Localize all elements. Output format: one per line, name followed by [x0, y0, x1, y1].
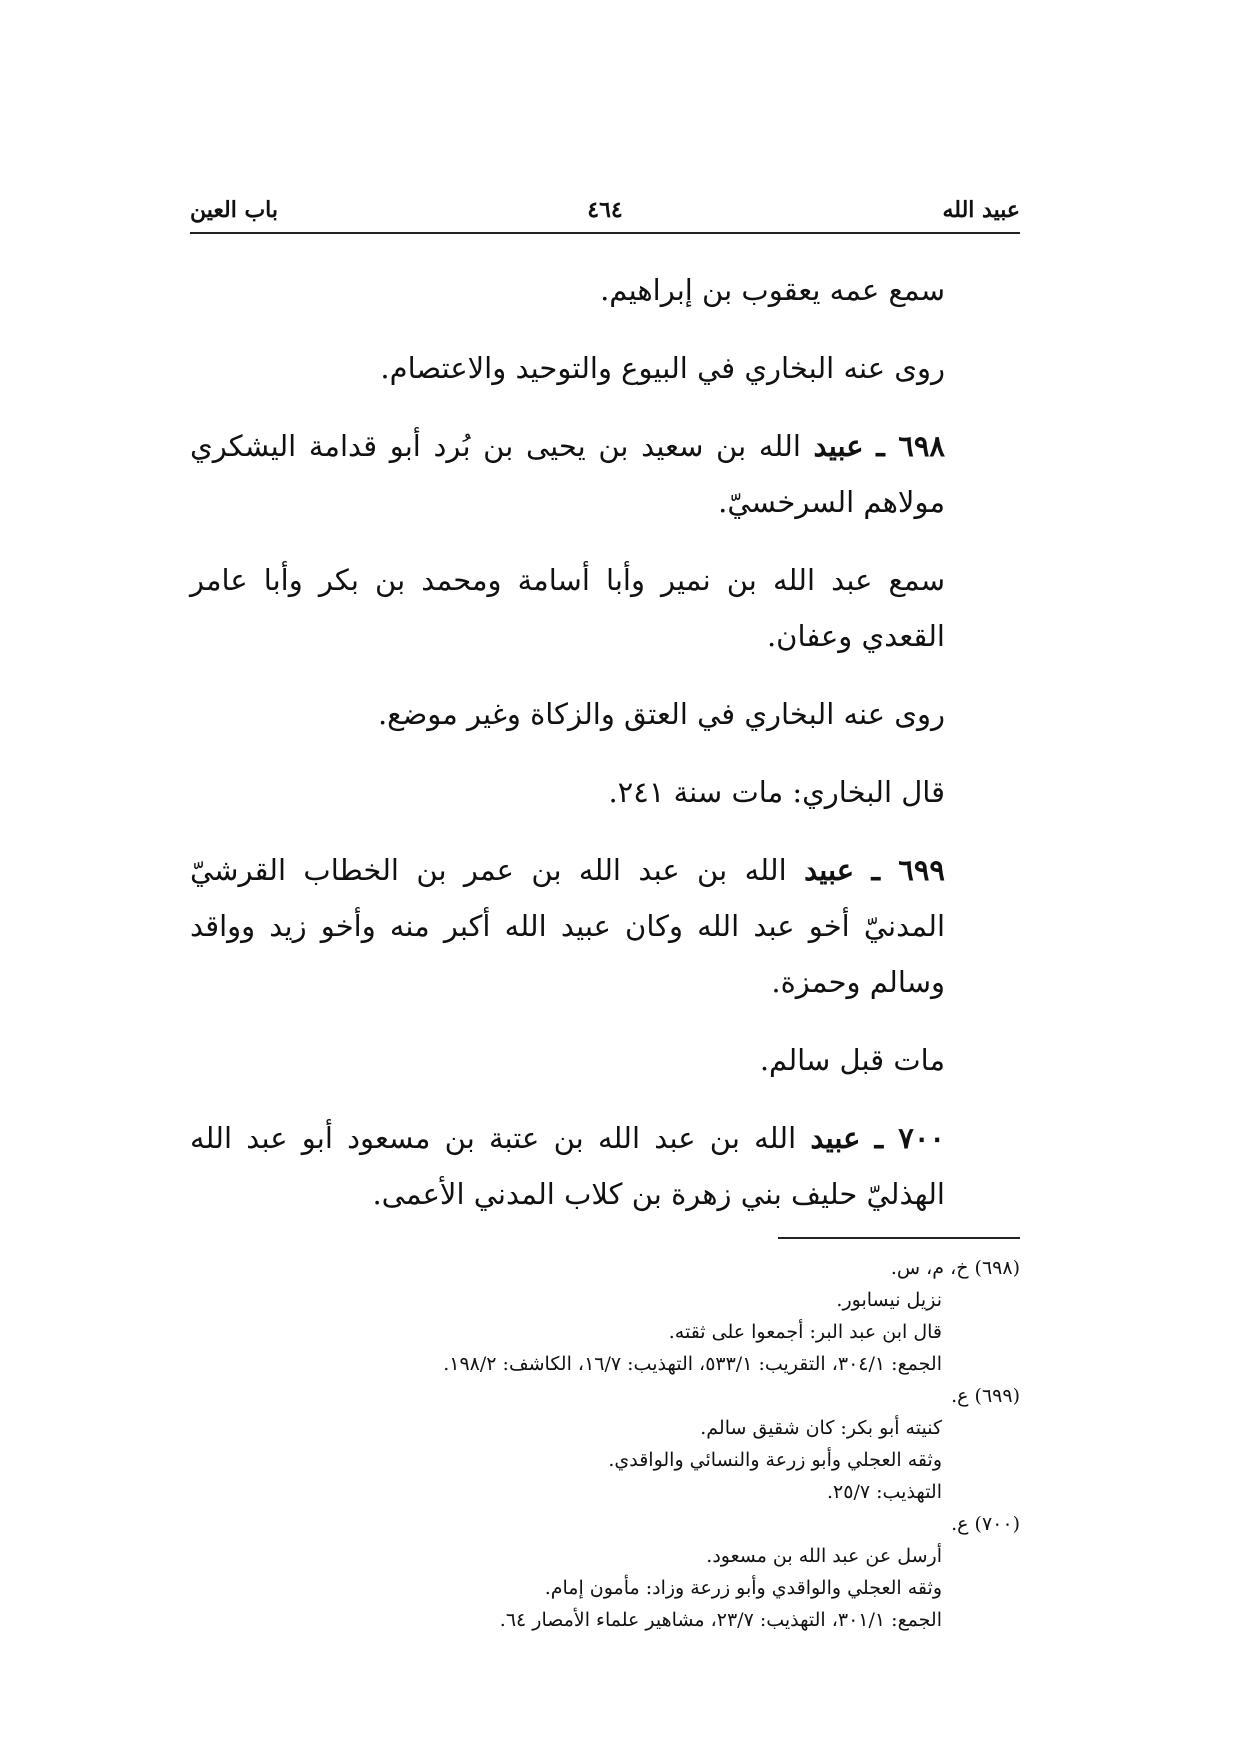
footnote-698-head: [190, 1252, 1020, 1284]
footnote-rule: [778, 1237, 1020, 1239]
footnote-line: أرسل عن عبد الله بن مسعود.: [706, 1545, 942, 1567]
entry-headword: عبيد: [813, 429, 864, 463]
entry-number: ٦٩٩ ـ: [871, 853, 946, 887]
entry-text: الله بن عبد الله بن عمر بن الخطاب القرشيّ المدنيّ أخو عبد الله وكان عبيد الله أكبر منه وأخو زيد وواقد وسالم وحمزة.: [190, 853, 945, 999]
entry-headword: عبيد: [810, 1121, 861, 1155]
paragraph-death-note: مات قبل سالم.: [759, 1043, 945, 1077]
footnote-line: قال ابن عبد البر: أجمعوا على ثقته.: [668, 1321, 942, 1343]
footnote-line: وثقه العجلي والواقدي وأبو زرعة وزاد: مأمون إمام.: [544, 1577, 942, 1599]
footnote-699-head: [190, 1380, 1020, 1412]
entry-700: [190, 1110, 1020, 1222]
paragraph-narrated-by-2: روى عنه البخاري في العتق والزكاة وغير موضع.: [377, 697, 945, 731]
entry-number: ٧٠٠ ـ: [874, 1121, 946, 1155]
footnote-line: كنيته أبو بكر: كان شقيق سالم.: [700, 1417, 942, 1439]
entry-text: الله بن سعيد بن يحيى بن بُرد أبو قدامة اليشكري مولاهم السرخسيّ.: [190, 429, 945, 519]
footnote-sigla: ع.: [951, 1385, 969, 1407]
footnote-label: (٧٠٠): [974, 1513, 1020, 1535]
footnote-label: (٦٩٩): [974, 1385, 1020, 1407]
footnote-line: الجمع: ٣٠٤/١، التقريب: ٥٣٣/١، التهذيب: ١٦/٧، الكاشف: ١٩٨/٢.: [443, 1353, 942, 1375]
page-number: ٤٦٤: [587, 197, 623, 223]
paragraph-teachers: سمع عبد الله بن نمير وأبا أسامة ومحمد بن بكر وأبا عامر القعدي وعفان.: [190, 563, 945, 653]
running-head: [190, 190, 1020, 230]
entry-headword: عبيد: [804, 853, 855, 887]
main-text: [190, 262, 1020, 1244]
paragraph-death-date: قال البخاري: مات سنة ٢٤١.: [608, 775, 945, 809]
entry-698: [190, 418, 1020, 530]
running-head-entry-name: عبيد الله: [942, 197, 1020, 223]
paragraph-heard-from: سمع عمه يعقوب بن إبراهيم.: [600, 273, 945, 307]
footnote-line: الجمع: ٣٠١/١، التهذيب: ٢٣/٧، مشاهير علماء الأمصار ٦٤.: [499, 1609, 942, 1631]
running-head-chapter: باب العين: [190, 197, 279, 223]
header-rule: [190, 232, 1020, 234]
footnote-sigla: ع.: [951, 1513, 969, 1535]
footnote-line: وثقه العجلي وأبو زرعة والنسائي والواقدي.: [608, 1449, 942, 1471]
footnotes: [190, 1252, 1020, 1636]
footnote-700-head: [190, 1508, 1020, 1540]
entry-text: الله بن عبد الله بن عتبة بن مسعود أبو عبد الله الهذليّ حليف بني زهرة بن كلاب المدني الأعمى.: [190, 1121, 945, 1211]
footnote-label: (٦٩٨): [974, 1257, 1020, 1279]
footnote-sigla: خ، م، س.: [890, 1257, 969, 1279]
footnote-line: نزيل نيسابور.: [836, 1289, 942, 1311]
entry-number: ٦٩٨ ـ: [876, 429, 945, 463]
footnote-line: التهذيب: ٢٥/٧.: [827, 1481, 942, 1503]
entry-699: [190, 842, 1020, 1010]
paragraph-narrated-by: روى عنه البخاري في البيوع والتوحيد والاعتصام.: [380, 351, 945, 385]
